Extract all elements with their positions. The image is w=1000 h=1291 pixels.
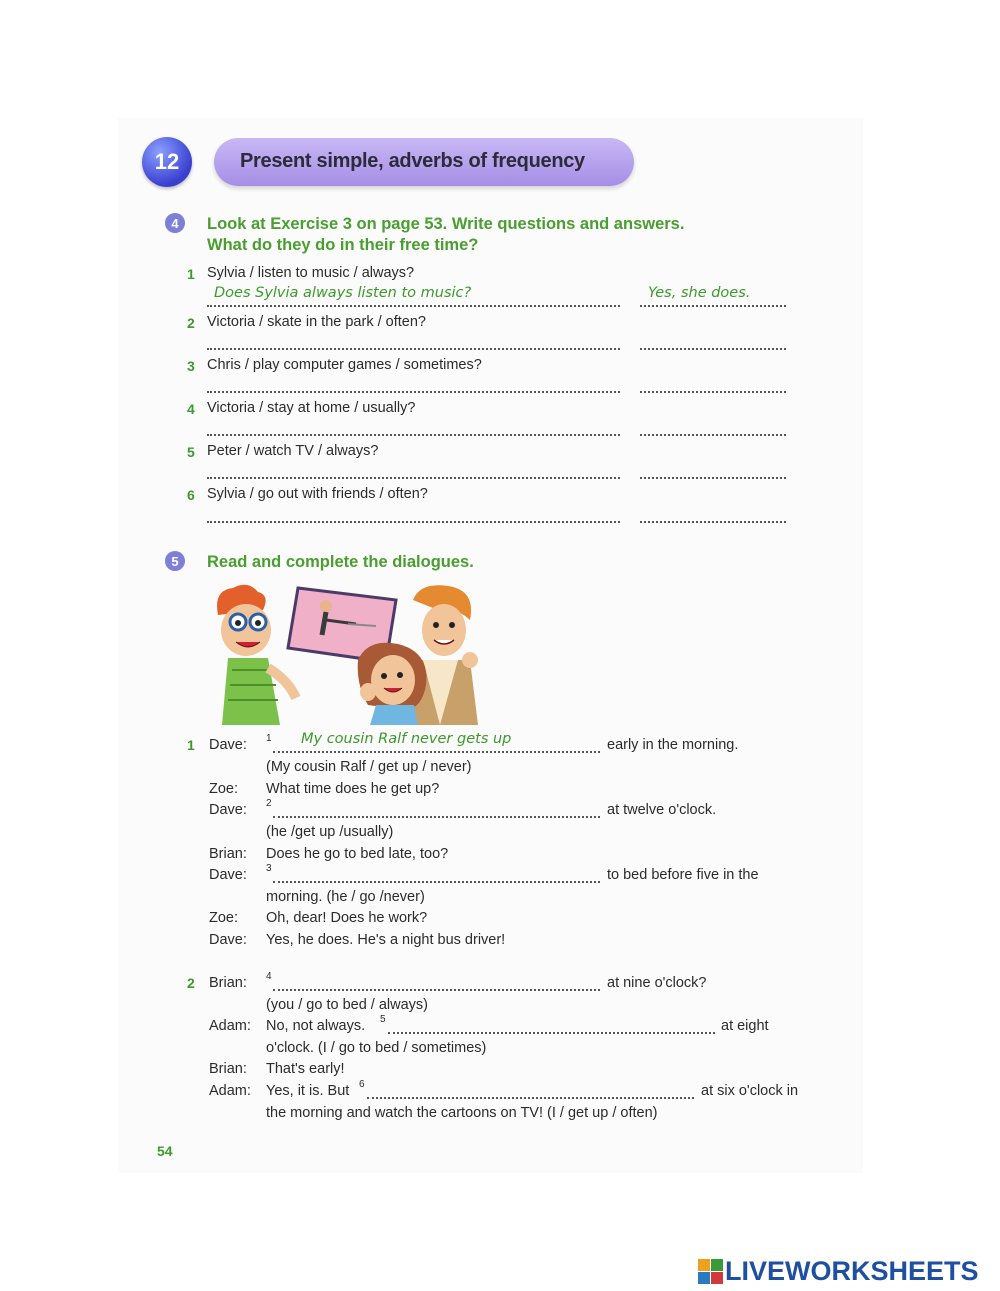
dialogue-text: at eight — [721, 1018, 769, 1034]
dialogue-gap-3[interactable] — [273, 879, 600, 883]
dialogue-text: Does he go to bed late, too? — [266, 846, 449, 862]
speaker-label: Dave: — [209, 932, 247, 948]
dialogue-gap-2[interactable] — [273, 814, 600, 818]
gap-number: 5 — [380, 1014, 386, 1025]
dialogue-text: Yes, he does. He's a night bus driver! — [266, 932, 506, 948]
question-number: 6 — [187, 487, 195, 503]
dialogue-gap-4[interactable] — [273, 987, 600, 991]
dialogue-hint: the morning and watch the cartoons on TV! (I / get up / often) — [266, 1105, 658, 1121]
dialogue-hint: (My cousin Ralf / get up / never) — [266, 759, 472, 775]
short-answer-line[interactable] — [640, 432, 786, 436]
liveworksheets-logo — [698, 1256, 979, 1287]
dialogue-gap-1-answer[interactable]: My cousin Ralf never gets up — [301, 731, 512, 747]
short-answer-line[interactable] — [640, 389, 786, 393]
unit-number-badge — [142, 137, 192, 187]
short-answer-line[interactable] — [640, 303, 786, 307]
dialogue-text: at nine o'clock? — [607, 975, 707, 991]
question-answer-line[interactable] — [207, 475, 620, 479]
dialogue-text: at six o'clock in — [701, 1083, 799, 1099]
dialogue-hint: morning. (he / go /never) — [266, 889, 425, 905]
gap-number: 3 — [266, 863, 272, 874]
boy-with-glasses — [217, 585, 296, 725]
speaker-label: Zoe: — [209, 781, 239, 797]
question-prompt: Victoria / stay at home / usually? — [207, 400, 416, 416]
dialogue-text: That's early! — [266, 1061, 345, 1077]
question-answer-line[interactable] — [207, 519, 620, 523]
question-answer-line[interactable] — [207, 389, 620, 393]
exercise-4-instruction-line1: Look at Exercise 3 on page 53. Write questions and answers. — [207, 215, 685, 233]
exercise-5-badge — [165, 551, 185, 571]
dialogue-gap-1[interactable] — [273, 749, 600, 753]
speaker-label: Adam: — [209, 1083, 251, 1099]
question-prompt: Peter / watch TV / always? — [207, 443, 379, 459]
dialogue-text: early in the morning. — [607, 737, 739, 753]
question-prompt: Victoria / skate in the park / often? — [207, 314, 426, 330]
short-answer-filled[interactable]: Yes, she does. — [648, 285, 751, 301]
unit-title: Present simple, adverbs of frequency — [240, 150, 585, 172]
short-answer-line[interactable] — [640, 475, 786, 479]
speaker-label: Zoe: — [209, 910, 239, 926]
exercise-number: 5 — [171, 553, 179, 569]
liveworksheets-logo-text: LIVEWORKSHEETS — [725, 1256, 979, 1286]
dialogue-text: Yes, it is. But — [266, 1083, 350, 1099]
dialogue-gap-6[interactable] — [367, 1095, 694, 1099]
speaker-label: Brian: — [209, 846, 247, 862]
dialogue-hint: o'clock. (I / go to bed / sometimes) — [266, 1040, 487, 1056]
exercise-5-instruction: Read and complete the dialogues. — [207, 553, 474, 571]
question-number: 5 — [187, 444, 195, 460]
cartoon-illustration — [208, 580, 498, 725]
question-answer-line[interactable] — [207, 346, 620, 350]
page-number: 54 — [157, 1143, 173, 1159]
question-number: 4 — [187, 401, 195, 417]
exercise-4-badge — [165, 213, 185, 233]
question-prompt: Chris / play computer games / sometimes? — [207, 357, 482, 373]
dialogue-text: to bed before five in the — [607, 867, 759, 883]
exercise-4-instruction-line2: What do they do in their free time? — [207, 236, 479, 254]
gap-number: 4 — [266, 971, 272, 982]
speaker-label: Brian: — [209, 1061, 247, 1077]
dialogue-hint: (you / go to bed / always) — [266, 997, 428, 1013]
unit-number: 12 — [154, 149, 180, 174]
speaker-label: Dave: — [209, 802, 247, 818]
question-number: 3 — [187, 358, 195, 374]
question-answer-line[interactable] — [207, 432, 620, 436]
dialogue-number: 2 — [187, 975, 195, 991]
question-number: 1 — [187, 266, 195, 282]
speaker-label: Dave: — [209, 737, 247, 753]
short-answer-line[interactable] — [640, 519, 786, 523]
speaker-label: Adam: — [209, 1018, 251, 1034]
liveworksheets-logo-icon — [698, 1259, 724, 1285]
speaker-label: Dave: — [209, 867, 247, 883]
question-answer-filled[interactable]: Does Sylvia always listen to music? — [214, 285, 472, 301]
question-prompt: Sylvia / listen to music / always? — [207, 265, 415, 281]
dialogue-hint: (he /get up /usually) — [266, 824, 394, 840]
dialogue-gap-5[interactable] — [388, 1030, 715, 1034]
short-answer-line[interactable] — [640, 346, 786, 350]
dialogue-number: 1 — [187, 737, 195, 753]
gap-number: 2 — [266, 798, 272, 809]
exercise-number: 4 — [171, 215, 179, 231]
dialogue-text: Oh, dear! Does he work? — [266, 910, 428, 926]
dialogue-text: What time does he get up? — [266, 781, 440, 797]
question-answer-line[interactable] — [207, 303, 620, 307]
speaker-label: Brian: — [209, 975, 247, 991]
gap-number: 1 — [266, 733, 272, 744]
gap-number: 6 — [359, 1079, 365, 1090]
question-prompt: Sylvia / go out with friends / often? — [207, 486, 428, 502]
dialogue-text: at twelve o'clock. — [607, 802, 717, 818]
dialogue-text: No, not always. — [266, 1018, 366, 1034]
question-number: 2 — [187, 315, 195, 331]
